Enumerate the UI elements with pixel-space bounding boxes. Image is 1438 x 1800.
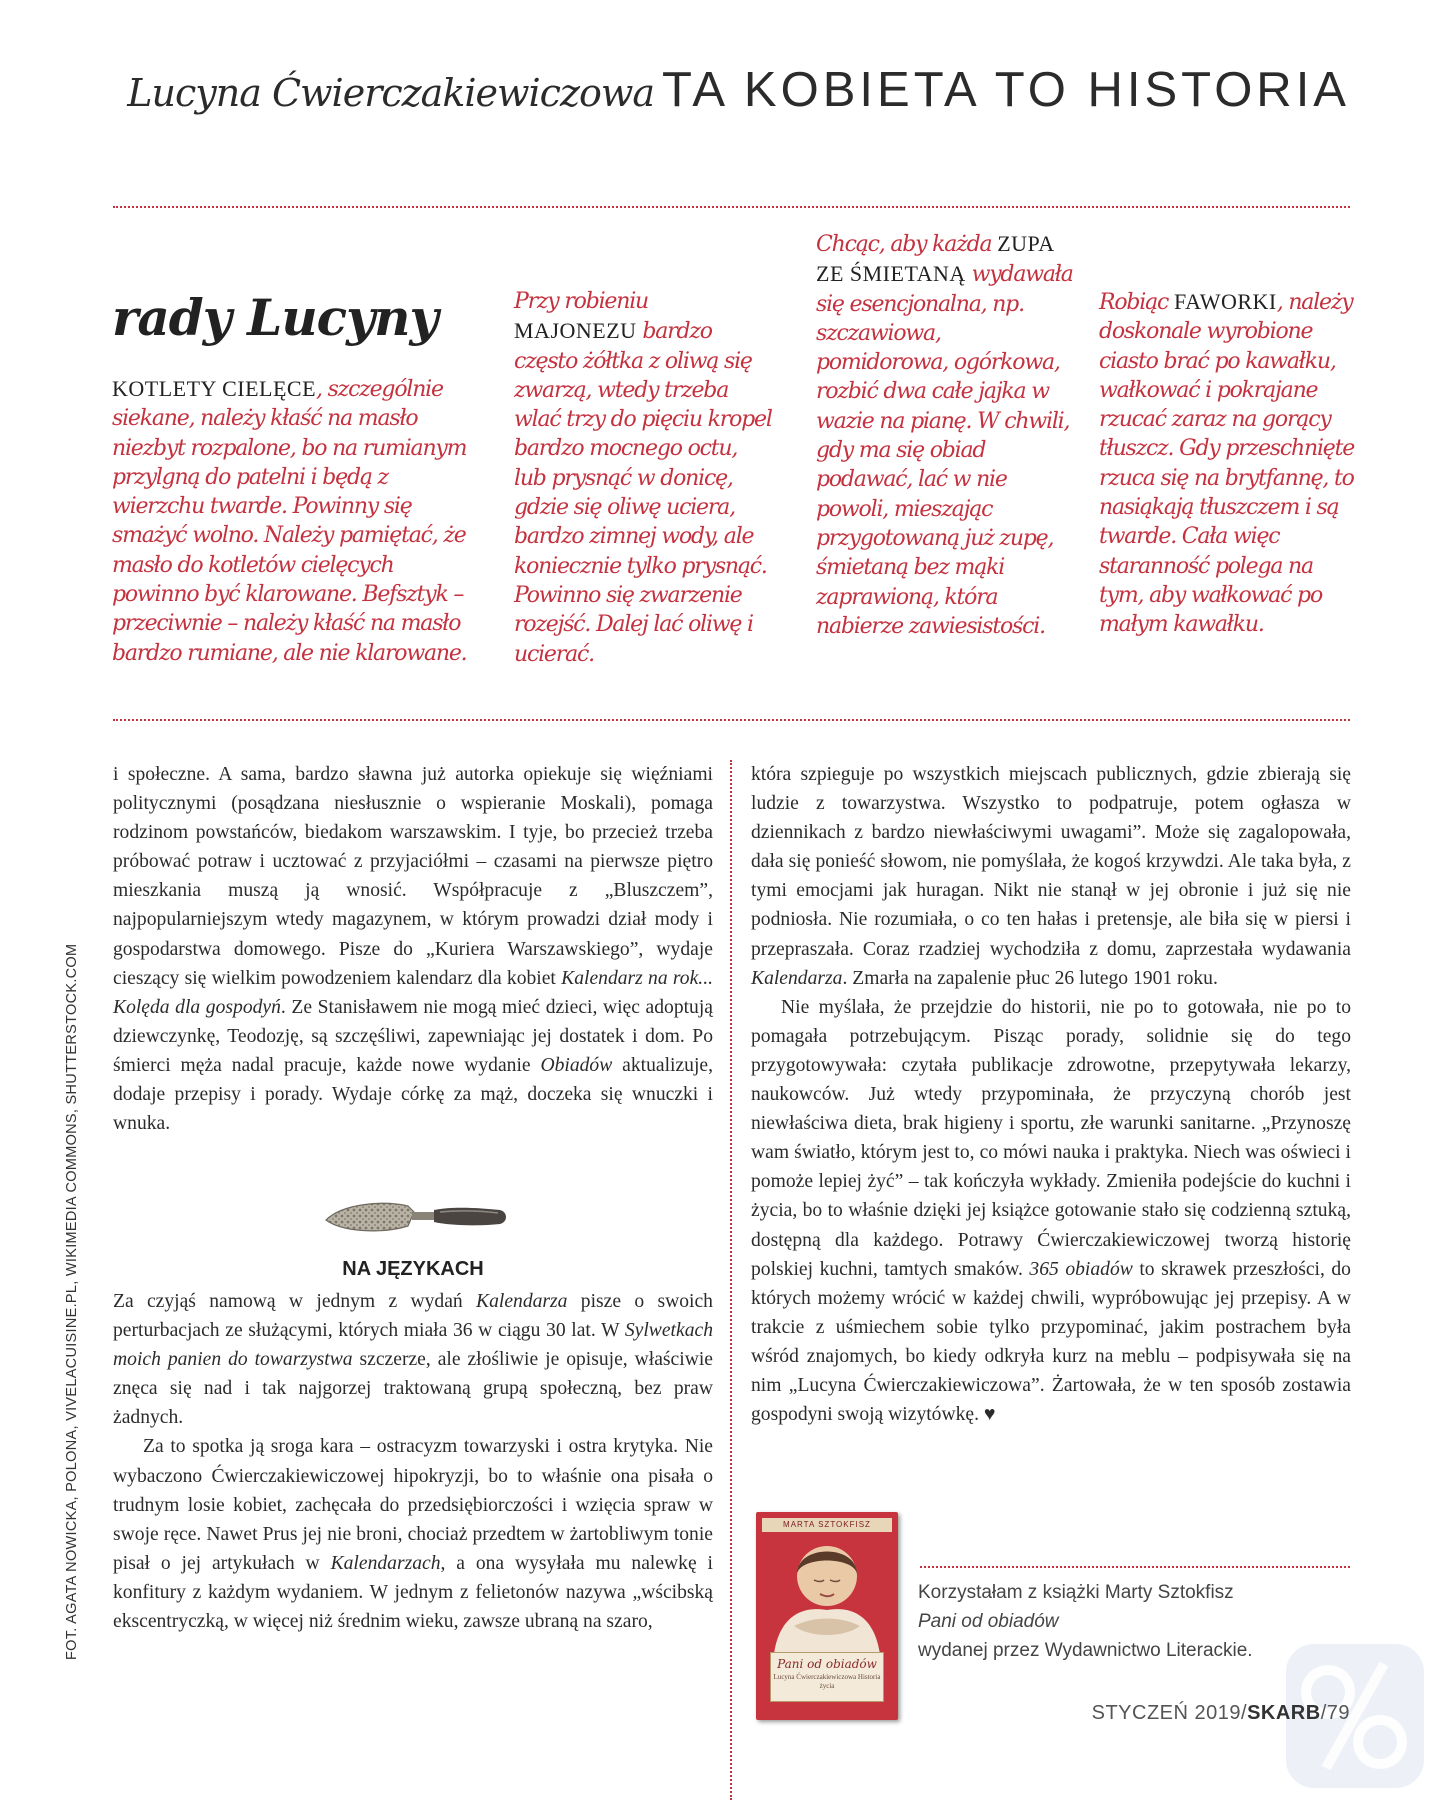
header-title: TA KOBIETA TO HISTORIA [662,63,1350,117]
footer-brand: SKARB [1247,1702,1321,1724]
book-portrait [764,1534,890,1654]
book-cover [756,1512,898,1720]
paragraph: Nie myślała, że przejdzie do historii, nie po to gotowała, nie po to pomagała potrzebującym. Pisząc porady, solidnie się do tego przygotowywała: czytała publikacje zdrowotne, przepytywała lekarzy, naukowców. Już wtedy przypominała, że przyczyną chorób jest niewłaściwa dieta, brak higieny i sportu, złe warunki sanitarne. „Przynoszę wam światło, którym jest to, co mówi nauka i praktyka. Niech was oświeci i pomoże lepiej żyć” – tak kończyła wykłady. Zmieniła podejście do kuchni i życia, bo to właśnie dzięki jej książce gotowanie stało się codzienną sztuką, dostępną dla każdego. Potrawy Ćwierczakiewiczowej tworzą historię polskiej kuchni, tamtych smaków. 365 obiadów to skrawek przeszłości, do których możemy wrócić w każdej chwili, wypróbowując jej przepisy. A w trakcie z uśmiechem sobie tylko przypominać, jakim postrachem była wśród znajomych, bo kiedy odkryła kurz na meblu – podpisywała się na nim „Lucyna Ćwierczakiewiczowa”. Żartowała, że w ten sposób zostawia gospodyni swoją wizytówkę. ♥ [751,996,1351,1426]
tips-heading: rady Lucyny [112,288,438,347]
book-title: Pani od obiadów [777,1657,877,1671]
article-left-part1 [113,760,713,1138]
section-subhead: NA JĘZYKACH [342,1258,484,1280]
paragraph: Za to spotka ją sroga kara – ostracyzm towarzyski i ostra krytyka. Nie wybaczono Ćwierczakiewiczowej hipokryzji, bo to właśnie ona pisała o trudnym losie kobiet, zachęcała do przedsiębiorczości i wzięcia spraw w swoje ręce. Nawet Prus jej nie broni, chociaż przedtem w żartobliwym tonie pisał o jej artykułach w Kalendarzach, a ona wysyłała mu nalewkę i konfitury z każdym wydaniem. W jednym z felietonów nazywa „wścibską ekscentryczką, w więcej niż średnim wieku, zawsze ubraną na szaro, [113,1436,713,1633]
caption-divider [920,1566,1350,1568]
header-name: Lucyna Ćwierczakiewiczowa [127,71,655,115]
tip-zupa: Chcąc, aby każda ZUPA ZE ŚMIETANĄ wydawała się esencjonalna, np. szczawiowa, pomidorowa, ogórkowa, rozbić dwa całe jajka w wazie na pianę. W chwili, gdy ma się obiad podawać, lać w nie powoli, mieszając przygotowaną już zupę, śmietaną bez mąki zaprawioną, która nabierze zawiesistości. [816,231,1073,639]
page-header [0,62,1350,118]
book-label [770,1652,884,1702]
tip-keyword: ZUPA ZE ŚMIETANĄ [816,231,1054,287]
article-right [751,760,1351,1429]
book-subtitle: Lucyna Ćwierczakiewiczowa Historia życia [773,1673,881,1690]
tip-faworki: Robiąc FAWORKI, należy doskonale wyrobione ciasto brać po kawałku, wałkować i pokrajane rzucać zaraz na gorący tłuszcz. Gdy przeschnięte rzuca się na brytfannę, to nasiąkają tłuszczem i są twarde. Cała więc staranność polega na tym, aby wałkować po małym kawałku. [1099,289,1355,638]
tip-kotlety: KOTLETY CIELĘCE, szczególnie siekane, należy kłaść na masło niezbyt rozpalone, bo na rumianym przylgną do patelni i będą z wierzchu twarde. Powinny się smażyć wolno. Należy pamiętać, że masło do kotletów cielęcych powinno być klarowane. Befsztyk – przeciwnie – należy kłaść na masło bardzo rumiane, ale nie klarowane. [112,376,467,666]
column-divider [730,760,732,1800]
paragraph: która szpieguje po wszystkich miejscach publicznych, gdzie zbierają się ludzie z towarzystwa. Wszystko to podpatruje, potem ogłasza w dziennikach z bardzo niewłaściwymi uwagami”. Może się zagalopowała, dała się ponieść słowom, nie pomyślała, że kogoś krzywdzi. Ale taka była, z tymi emocjami jak huragan. Nikt nie stanął w jej obronie i już się nie podniosła. Nie rozumiała, o co ten hałas i pretensje, ale biła się w piersi i przepraszała. Coraz rzadziej wychodziła z domu, zaprzestała wydawania Kalendarza. Zmarła na zapalenie płuc 26 lutego 1901 roku. [751,764,1351,989]
footer-date: STYCZEŃ 2019 [1091,1702,1241,1724]
tip-majonez: Przy robieniu MAJONEZU bardzo często żółtka z oliwą się zwarzą, wtedy trzeba wlać trzy do pięciu kropel bardzo mocnego octu, lub prysnąć w donicę, gdzie się oliwę uciera, bardzo zimnej wody, ale koniecznie tylko prysnąć. Powinno się zwarzenie rozejść. Dalej lać oliwę i ucierać. [514,289,772,667]
book-author: MARTA SZTOKFISZ [762,1518,892,1532]
tip-keyword: KOTLETY CIELĘCE [112,376,317,401]
paragraph: Za czyjąś namową w jednym z wydań Kalendarza pisze o swoich perturbacjach ze służącymi, których miała 36 w ciągu 30 lat. W Sylwetkach moich panien do towarzystwa szczerze, ale złośliwie je opisuje, właściwie znęca się nad i tak najgorzej traktowaną grupą społeczną, bez praw żadnych. [113,1291,713,1429]
middle-divider [113,719,1350,721]
book-caption: Korzystałam z książki Marty Sztokfisz Pani od obiadów wydanej przez Wydawnictwo Literackie. [918,1582,1253,1661]
page-number: 79 [1326,1702,1350,1724]
tip-keyword: MAJONEZU [514,318,637,344]
pie-server-illustration [322,1196,508,1240]
page-footer: STYCZEŃ 2019/SKARB/79 [1091,1702,1350,1724]
article-left-part2 [113,1287,713,1636]
tip-keyword: FAWORKI [1173,289,1277,314]
photo-credit: FOT. AGATA NOWICKA, POLONA, VIVELACUISINE.PL, WIKIMEDIA COMMONS, SHUTTERSTOCK.COM [64,943,80,1660]
top-divider [113,206,1350,208]
paragraph: i społeczne. A sama, bardzo sławna już autorka opiekuje się więźniami politycznymi (posądzana niesłusznie o wspieranie Moskali), pomaga rodzinom powstańców, biedakom warszawskim. I tyje, bo przecież trzeba próbować potraw i ucztować z przyjaciółmi – czasami na pierwsze piętro mieszkania muszą ją wnosić. Współpracuje z „Bluszczem”, najpopularniejszym wtedy magazynem, w którym prowadzi dział mody i gospodarstwa domowego. Pisze do „Kuriera Warszawskiego”, wydaje cieszący się wielkim powodzeniem kalendarz dla kobiet Kalendarz na rok... Kolęda dla gospodyń. Ze Stanisławem nie mogą mieć dzieci, więc adoptują dziewczynkę, Teodozję, są szczęśliwi, zapewniając jej dostatek i dom. Po śmierci męża nadal pracuje, każde nowe wydanie Obiadów aktualizuje, dodaje przepisy i porady. Wydaje córkę za mąż, doczeka się wnuczki i wnuka. [113,764,713,1135]
